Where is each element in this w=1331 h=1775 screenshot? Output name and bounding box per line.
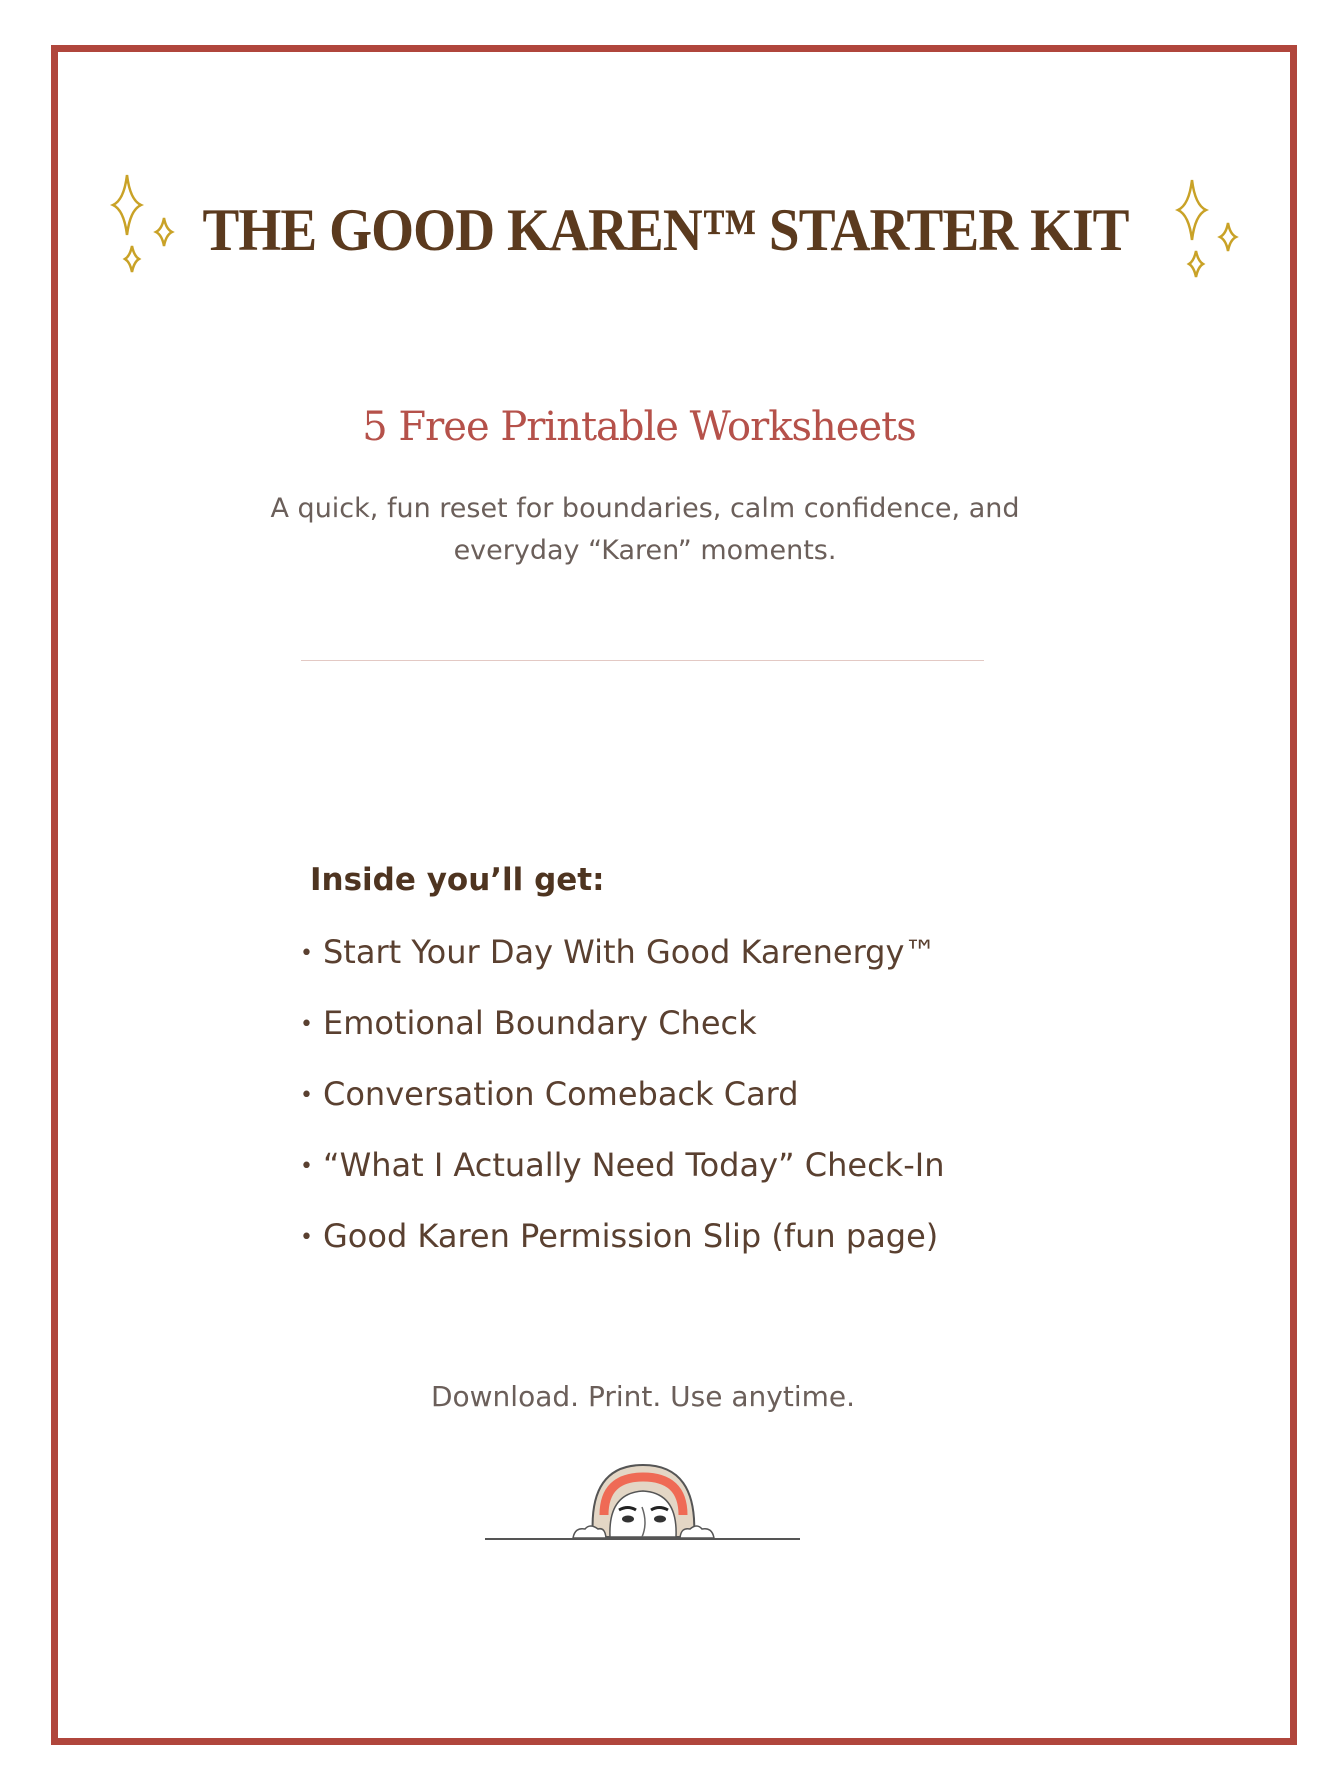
- sparkles-right-icon: [1165, 175, 1255, 285]
- list-item: • Emotional Boundary Check: [300, 1004, 757, 1042]
- list-item-label: Start Your Day With Good Karenergy™: [322, 933, 937, 971]
- description: [0, 488, 1290, 572]
- list-item-label: Emotional Boundary Check: [322, 1004, 757, 1042]
- list-item: • “What I Actually Need Today” Check-In: [300, 1146, 945, 1184]
- list-item: • Conversation Comeback Card: [300, 1075, 799, 1113]
- description-line: A quick, fun reset for boundaries, calm confidence, and: [270, 493, 1020, 524]
- list-item-label: Conversation Comeback Card: [322, 1075, 799, 1113]
- list-item: • Start Your Day With Good Karenergy™: [300, 933, 937, 971]
- list-item-label: “What I Actually Need Today” Check-In: [322, 1146, 945, 1184]
- contents-list: [300, 930, 944, 1285]
- tagline: Download. Print. Use anytime.: [430, 1380, 856, 1413]
- description-line: everyday “Karen” moments.: [453, 535, 837, 566]
- peeking-girl-illustration: [480, 1455, 810, 1550]
- list-item: • Good Karen Permission Slip (fun page): [300, 1217, 939, 1255]
- list-item-label: Good Karen Permission Slip (fun page): [322, 1217, 939, 1255]
- subtitle: 5 Free Printable Worksheets: [362, 404, 916, 450]
- contents-heading: Inside you’ll get:: [310, 862, 605, 898]
- page-title: THE GOOD KAREN™ STARTER KIT: [202, 197, 1129, 263]
- divider: [301, 660, 984, 661]
